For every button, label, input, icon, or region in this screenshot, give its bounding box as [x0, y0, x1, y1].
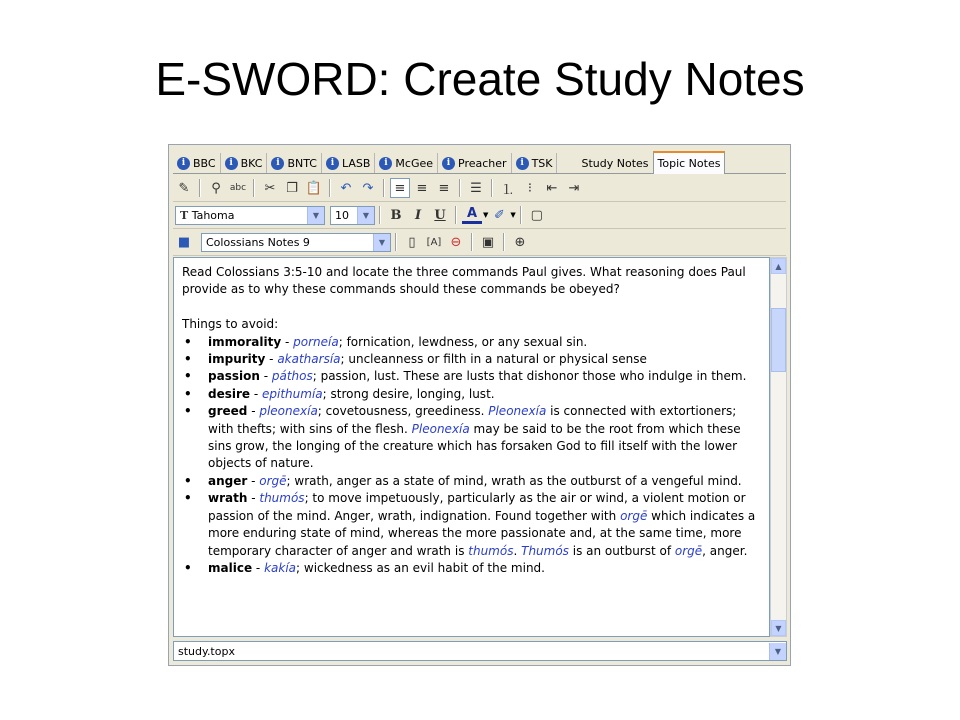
toolbar-separator: [455, 206, 457, 224]
tab-bntc[interactable]: i BNTC: [267, 153, 322, 173]
spacer: [182, 299, 761, 316]
list-item: • desire - epithumía; strong desire, longing, lust.: [182, 386, 761, 403]
cut-icon[interactable]: ✂: [264, 180, 276, 196]
justify-icon[interactable]: ☰: [470, 180, 482, 196]
info-icon: i: [516, 157, 529, 170]
font-name-value: T Tahoma: [180, 208, 235, 222]
copy-icon[interactable]: ❐: [286, 180, 298, 196]
toolbar-separator: [471, 233, 473, 251]
info-icon: i: [271, 157, 284, 170]
new-topic-icon[interactable]: ▯: [408, 234, 416, 250]
tab-mcgee[interactable]: i McGee: [375, 153, 438, 173]
format-toolbar: [173, 202, 786, 229]
info-icon: i: [225, 157, 238, 170]
section-heading: Things to avoid:: [182, 317, 279, 332]
tab-bbc[interactable]: i BBC: [173, 153, 221, 173]
toolbar-separator: [503, 233, 505, 251]
topic-file-select[interactable]: study.topx ▼: [173, 641, 787, 661]
tab-bkc[interactable]: i BKC: [221, 153, 268, 173]
toolbar-separator: [199, 179, 201, 197]
rename-topic-icon[interactable]: [A]: [426, 236, 442, 248]
topic-properties-icon[interactable]: ▣: [481, 234, 495, 250]
list-item: • anger - orgē; wrath, anger as a state of mind, wrath as the outburst of a vengeful mind.: [182, 473, 761, 490]
numbered-list-icon[interactable]: ⒈: [501, 182, 515, 198]
toolbar-separator: [383, 179, 385, 197]
zoom-icon[interactable]: ⊕: [514, 234, 526, 250]
redo-icon[interactable]: ↷: [362, 180, 374, 196]
info-icon: i: [177, 157, 190, 170]
slide-title: E-SWORD: Create Study Notes: [155, 53, 805, 105]
font-name-select[interactable]: [175, 206, 325, 225]
align-right-icon[interactable]: ≡: [438, 180, 450, 196]
toolbar-separator: [253, 179, 255, 197]
align-left-icon[interactable]: ≡: [390, 178, 410, 198]
scroll-up-icon[interactable]: ▲: [771, 258, 786, 274]
delete-topic-icon[interactable]: ⊖: [450, 234, 462, 250]
commentary-tab-bar: [173, 149, 786, 174]
font-color-button[interactable]: A: [462, 206, 482, 224]
scroll-down-icon[interactable]: ▼: [771, 620, 786, 636]
save-icon[interactable]: ■: [177, 234, 191, 250]
chevron-down-icon[interactable]: ▼: [307, 207, 324, 224]
toolbar-separator: [395, 233, 397, 251]
vertical-scrollbar[interactable]: [770, 257, 787, 637]
info-icon: i: [326, 157, 339, 170]
list-item: • wrath - thumós; to move impetuously, particularly as the air or wind, a violent motion or passion of the mind. Anger, wrath, indignation. Found together with orgē which indicates a more enduring state of mind, whereas the more passionate and, at the same time, more temporary character of anger and wrath is thumós. Thumós is an outburst of orgē, anger.: [182, 490, 761, 560]
esword-notes-window: [168, 144, 791, 666]
spellcheck-icon[interactable]: abc: [229, 183, 247, 193]
tab-lasb[interactable]: i LASB: [322, 153, 375, 173]
list-item: • passion - páthos; passion, lust. These are lusts that dishonor those who indulge in them.: [182, 368, 761, 385]
note-icon[interactable]: ▢: [530, 207, 543, 223]
edit-properties-icon[interactable]: ✎: [178, 180, 190, 196]
list-item: • impurity - akatharsía; uncleanness or filth in a natural or physical sense: [182, 351, 761, 368]
intro-paragraph: Read Colossians 3:5-10 and locate the three commands Paul gives. What reasoning does Paul provide as to why these commands should these commands be obeyed?: [182, 265, 746, 297]
chevron-down-icon[interactable]: ▼: [769, 643, 786, 660]
tab-tsk[interactable]: i TSK: [512, 153, 558, 173]
toolbar-separator: [520, 206, 522, 224]
topic-toolbar: [173, 229, 786, 256]
font-size-select[interactable]: 10 ▼: [330, 206, 375, 225]
topic-select[interactable]: Colossians Notes 9 ▼: [201, 233, 391, 252]
toolbar-separator: [491, 179, 493, 197]
toolbar-separator: [459, 179, 461, 197]
undo-icon[interactable]: ↶: [340, 180, 352, 196]
file-select-bar: [173, 641, 787, 661]
toolbar-separator: [379, 206, 381, 224]
highlight-icon[interactable]: ✐: [493, 207, 505, 223]
list-item: • malice - kakía; wickedness as an evil habit of the mind.: [182, 560, 761, 577]
scroll-thumb[interactable]: [771, 308, 786, 372]
edit-toolbar: [173, 175, 786, 202]
italic-button[interactable]: I: [414, 207, 422, 223]
list-item: • greed - pleonexía; covetousness, greediness. Pleonexía is connected with extortioners; with thefts; with sins of the flesh. Pleonexía may be said to be the root from which these sins grow, the longing of the creature which has forsaken God to fill itself with the lower objects of nature.: [182, 403, 761, 473]
notes-editor[interactable]: [173, 257, 770, 637]
chevron-down-icon[interactable]: ▼: [357, 207, 374, 224]
chevron-down-icon[interactable]: ▼: [373, 234, 390, 251]
avoid-list: [182, 334, 761, 578]
list-item: • immorality - porneía; fornication, lewdness, or any sexual sin.: [182, 334, 761, 351]
truetype-font-icon: T: [180, 208, 189, 222]
align-center-icon[interactable]: ≡: [416, 180, 428, 196]
outdent-icon[interactable]: ⇤: [546, 180, 558, 196]
chevron-down-icon[interactable]: ▼: [510, 211, 516, 219]
info-icon: i: [379, 157, 392, 170]
toolbar-separator: [329, 179, 331, 197]
tab-topic-notes[interactable]: Topic Notes: [653, 151, 726, 174]
tab-study-notes[interactable]: Study Notes: [577, 153, 652, 173]
tab-preacher[interactable]: i Preacher: [438, 153, 512, 173]
paste-icon[interactable]: 📋: [305, 180, 323, 196]
indent-icon[interactable]: ⇥: [568, 180, 580, 196]
info-icon: i: [442, 157, 455, 170]
underline-button[interactable]: U: [434, 207, 446, 223]
bold-button[interactable]: B: [390, 207, 402, 223]
find-icon[interactable]: ⚲: [211, 180, 221, 196]
chevron-down-icon[interactable]: ▼: [483, 211, 489, 219]
bullet-list-icon[interactable]: ⁝: [527, 180, 533, 196]
